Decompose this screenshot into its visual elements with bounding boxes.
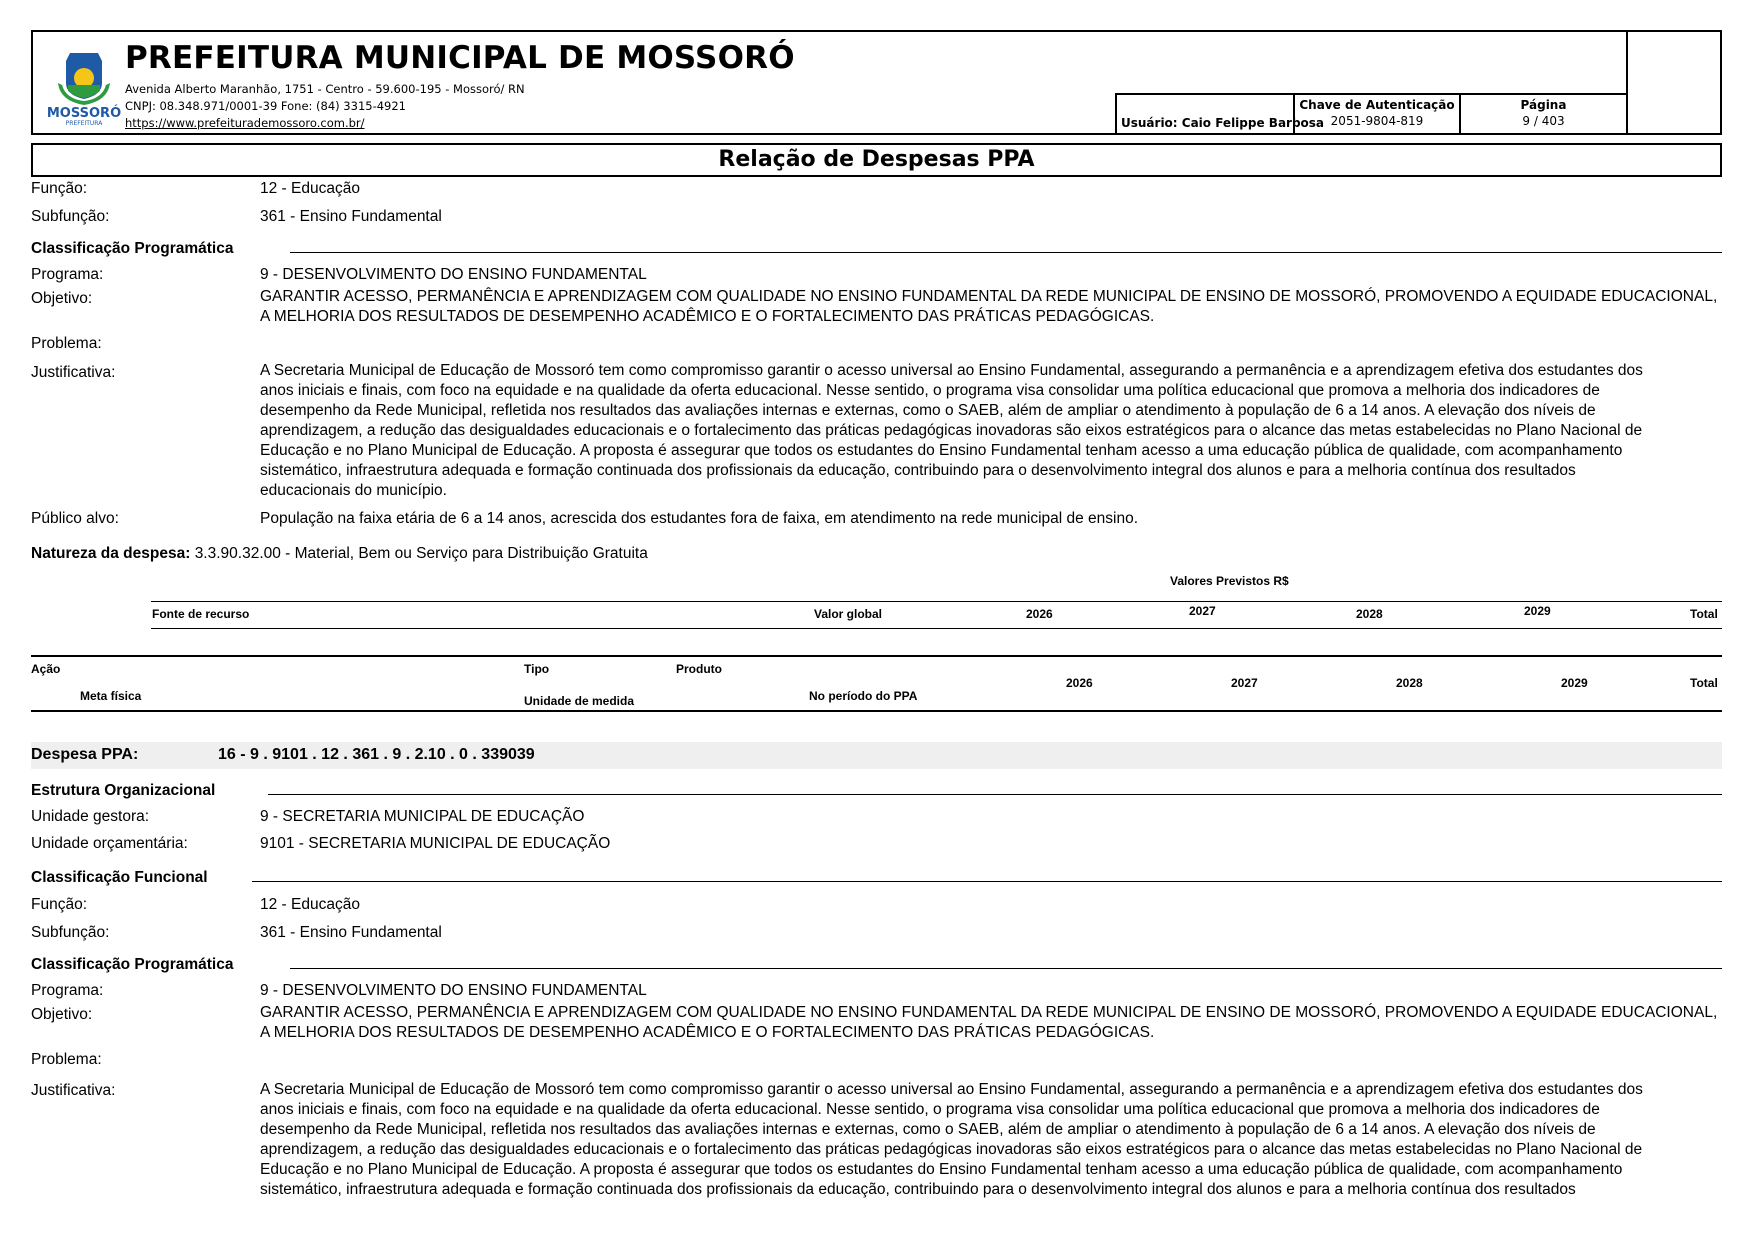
objetivo-line: GARANTIR ACESSO, PERMANÊNCIA E APRENDIZAGEM COM QUALIDADE NO ENSINO FUNDAMENTAL DA REDE MUNICIPAL DE ENSINO DE MOSSORÓ, PROMOVENDO A EQUIDADE EDUCACIONAL, (260, 288, 1718, 305)
org-address: Avenida Alberto Maranhão, 1751 - Centro - 59.600-195 - Mossoró/ RN (125, 82, 525, 96)
col-year-2028: 2028 (1356, 607, 1383, 621)
col-acao: Ação (31, 662, 61, 676)
fonte-table-top-rule (151, 601, 1722, 602)
funcao-value: 12 - Educação (260, 896, 360, 913)
section-classificacao-programatica: Classificação Programática (31, 956, 234, 973)
justificativa-line: aprendizagem, a redução das desigualdades educacionais e o fortalecimento das práticas pedagógicas inovadoras são eixos estratégicos para o alcance das metas estabelecidas no Plano Nacional de (260, 1141, 1643, 1158)
col-year-2027: 2027 (1189, 604, 1216, 618)
col-valor-global: Valor global (814, 607, 883, 621)
subfuncao-label: Subfunção: (31, 924, 110, 941)
unidade-gestora-value: 9 - SECRETARIA MUNICIPAL DE EDUCAÇÃO (260, 808, 585, 825)
logo-text: MOSSORÓ (46, 106, 122, 121)
valores-previstos-header: Valores Previstos R$ (1170, 574, 1289, 588)
objetivo-text (260, 1003, 1722, 1043)
justificativa-line: A Secretaria Municipal de Educação de Mossoró tem como compromisso garantir o acesso universal ao Ensino Fundamental, assegurando a permanência e a aprendizagem efetiva dos estudantes dos (260, 362, 1643, 379)
col-meta-fisica: Meta física (80, 689, 142, 703)
subfuncao-label: Subfunção: (31, 208, 110, 225)
col-tipo: Tipo (524, 662, 550, 676)
objetivo-label: Objetivo: (31, 1006, 93, 1023)
funcao-value: 12 - Educação (260, 180, 360, 197)
justificativa-label: Justificativa: (31, 1082, 116, 1099)
header-divider (1626, 30, 1628, 135)
section-estrutura-organizacional: Estrutura Organizacional (31, 782, 216, 799)
section-rule (268, 794, 1722, 795)
report-title: Relação de Despesas PPA (31, 143, 1722, 177)
subfuncao-value: 361 - Ensino Fundamental (260, 924, 442, 941)
justificativa-text (260, 361, 1722, 501)
problema-label: Problema: (31, 1051, 102, 1068)
col-acao-2029: 2029 (1561, 676, 1588, 690)
org-cnpj-phone: CNPJ: 08.348.971/0001-39 Fone: (84) 3315-4921 (125, 99, 406, 113)
problema-label: Problema: (31, 335, 102, 352)
justificativa-line: Educação e no Plano Municipal de Educação. A proposta é assegurar que todos os estudantes do Ensino Fundamental tenham acesso a uma educação pública de qualidade, com acompanhamento (260, 1161, 1623, 1178)
publico-value: População na faixa etária de 6 a 14 anos, acrescida dos estudantes fora de faixa, em atendimento na rede municipal de ensino. (260, 510, 1139, 527)
programa-value: 9 - DESENVOLVIMENTO DO ENSINO FUNDAMENTAL (260, 266, 647, 283)
objetivo-line: A MELHORIA DOS RESULTADOS DE DESEMPENHO ACADÊMICO E O FORTALECIMENTO DAS PRÁTICAS PEDAGÓGICAS. (260, 308, 1155, 325)
col-unidade-medida: Unidade de medida (524, 694, 635, 708)
section-classificacao-funcional: Classificação Funcional (31, 869, 208, 886)
justificativa-line: desempenho da Rede Municipal, refletida nos resultados das avaliações internas e externas, como o SAEB, além de ampliar o atendimento à população de 6 a 14 anos. A elevação dos níveis de (260, 402, 1596, 419)
unidade-orcamentaria-label: Unidade orçamentária: (31, 835, 188, 852)
auth-key-label: Chave de Autenticação (1299, 98, 1455, 112)
justificativa-line: aprendizagem, a redução das desigualdades educacionais e o fortalecimento das práticas pedagógicas inovadoras são eixos estratégicos para o alcance das metas estabelecidas no Plano Nacional de (260, 422, 1643, 439)
justificativa-line: Educação e no Plano Municipal de Educação. A proposta é assegurar que todos os estudantes do Ensino Fundamental tenham acesso a uma educação pública de qualidade, com acompanhamento (260, 442, 1623, 459)
col-periodo-ppa: No período do PPA (809, 689, 918, 703)
auth-key-value: 2051-9804-819 (1330, 114, 1424, 128)
objetivo-line: GARANTIR ACESSO, PERMANÊNCIA E APRENDIZAGEM COM QUALIDADE NO ENSINO FUNDAMENTAL DA REDE MUNICIPAL DE ENSINO DE MOSSORÓ, PROMOVENDO A EQUIDADE EDUCACIONAL, (260, 1004, 1718, 1021)
justificativa-line: A Secretaria Municipal de Educação de Mossoró tem como compromisso garantir o acesso universal ao Ensino Fundamental, assegurando a permanência e a aprendizagem efetiva dos estudantes dos (260, 1081, 1643, 1098)
publico-label: Público alvo: (31, 510, 119, 527)
col-acao-total: Total (1690, 676, 1718, 690)
subfuncao-value: 361 - Ensino Fundamental (260, 208, 442, 225)
col-total: Total (1690, 607, 1718, 621)
col-acao-2027: 2027 (1231, 676, 1258, 690)
page-cell (1459, 93, 1628, 135)
col-year-2029: 2029 (1524, 604, 1551, 618)
section-rule (290, 252, 1722, 253)
user-name: Usuário: Caio Felippe Barbosa (1121, 116, 1325, 130)
funcao-label: Função: (31, 896, 88, 913)
auth-key-cell (1293, 93, 1461, 135)
justificativa-label: Justificativa: (31, 364, 116, 381)
acao-table-top-rule (31, 655, 1722, 657)
justificativa-line: sistemático, infraestrutura adequada e formação continuada dos profissionais da educação, contribuindo para o desenvolvimento integral dos alunos e para a melhoria contínua dos resultados (260, 1181, 1576, 1198)
page-number: 9 / 403 (1522, 114, 1565, 128)
despesa-ppa-code: 16 - 9 . 9101 . 12 . 361 . 9 . 2.10 . 0 . 339039 (218, 746, 535, 763)
city-logo (40, 45, 128, 125)
unidade-orcamentaria-value: 9101 - SECRETARIA MUNICIPAL DE EDUCAÇÃO (260, 835, 611, 852)
funcao-label: Função: (31, 180, 88, 197)
programa-value: 9 - DESENVOLVIMENTO DO ENSINO FUNDAMENTAL (260, 982, 647, 999)
justificativa-line: sistemático, infraestrutura adequada e formação continuada dos profissionais da educação, contribuindo para o desenvolvimento integral dos alunos e para a melhoria contínua dos resultados (260, 462, 1576, 479)
acao-table-bottom-rule (31, 710, 1722, 712)
col-fonte-recurso: Fonte de recurso (152, 607, 250, 621)
section-rule (252, 881, 1722, 882)
col-produto: Produto (676, 662, 722, 676)
fonte-table-header-rule (151, 628, 1722, 629)
justificativa-line: anos iniciais e finais, com foco na equidade e na qualidade da oferta educacional. Nesse sentido, o programa visa consolidar uma política educacional que promova a melhoria dos indicadores de (260, 382, 1600, 399)
justificativa-line: desempenho da Rede Municipal, refletida nos resultados das avaliações internas e externas, como o SAEB, além de ampliar o atendimento à população de 6 a 14 anos. A elevação dos níveis de (260, 1121, 1596, 1138)
col-acao-2028: 2028 (1396, 676, 1423, 690)
objetivo-label: Objetivo: (31, 290, 93, 307)
objetivo-line: A MELHORIA DOS RESULTADOS DE DESEMPENHO ACADÊMICO E O FORTALECIMENTO DAS PRÁTICAS PEDAGÓGICAS. (260, 1024, 1155, 1041)
objetivo-text (260, 287, 1722, 327)
despesa-ppa-label: Despesa PPA: (31, 746, 139, 763)
col-acao-2026: 2026 (1066, 676, 1093, 690)
natureza-row (31, 545, 648, 563)
justificativa-line: anos iniciais e finais, com foco na equidade e na qualidade da oferta educacional. Nesse sentido, o programa visa consolidar uma política educacional que promova a melhoria dos indicadores de (260, 1101, 1600, 1118)
natureza-value: 3.3.90.32.00 - Material, Bem ou Serviço para Distribuição Gratuita (194, 545, 648, 562)
org-name: PREFEITURA MUNICIPAL DE MOSSORÓ (125, 40, 795, 76)
section-classificacao-programatica: Classificação Programática (31, 240, 234, 257)
justificativa-text (260, 1080, 1722, 1200)
user-cell (1115, 93, 1325, 135)
page-label: Página (1520, 98, 1567, 112)
programa-label: Programa: (31, 982, 104, 999)
justificativa-line: educacionais do município. (260, 482, 447, 499)
coat-of-arms-icon (40, 45, 128, 125)
unidade-gestora-label: Unidade gestora: (31, 808, 150, 825)
section-rule (290, 968, 1722, 969)
natureza-label: Natureza da despesa: (31, 545, 191, 562)
org-website-link[interactable]: https://www.prefeiturademossoro.com.br/ (125, 116, 365, 130)
programa-label: Programa: (31, 266, 104, 283)
col-year-2026: 2026 (1026, 607, 1053, 621)
logo-subtext: PREFEITURA (65, 120, 103, 125)
